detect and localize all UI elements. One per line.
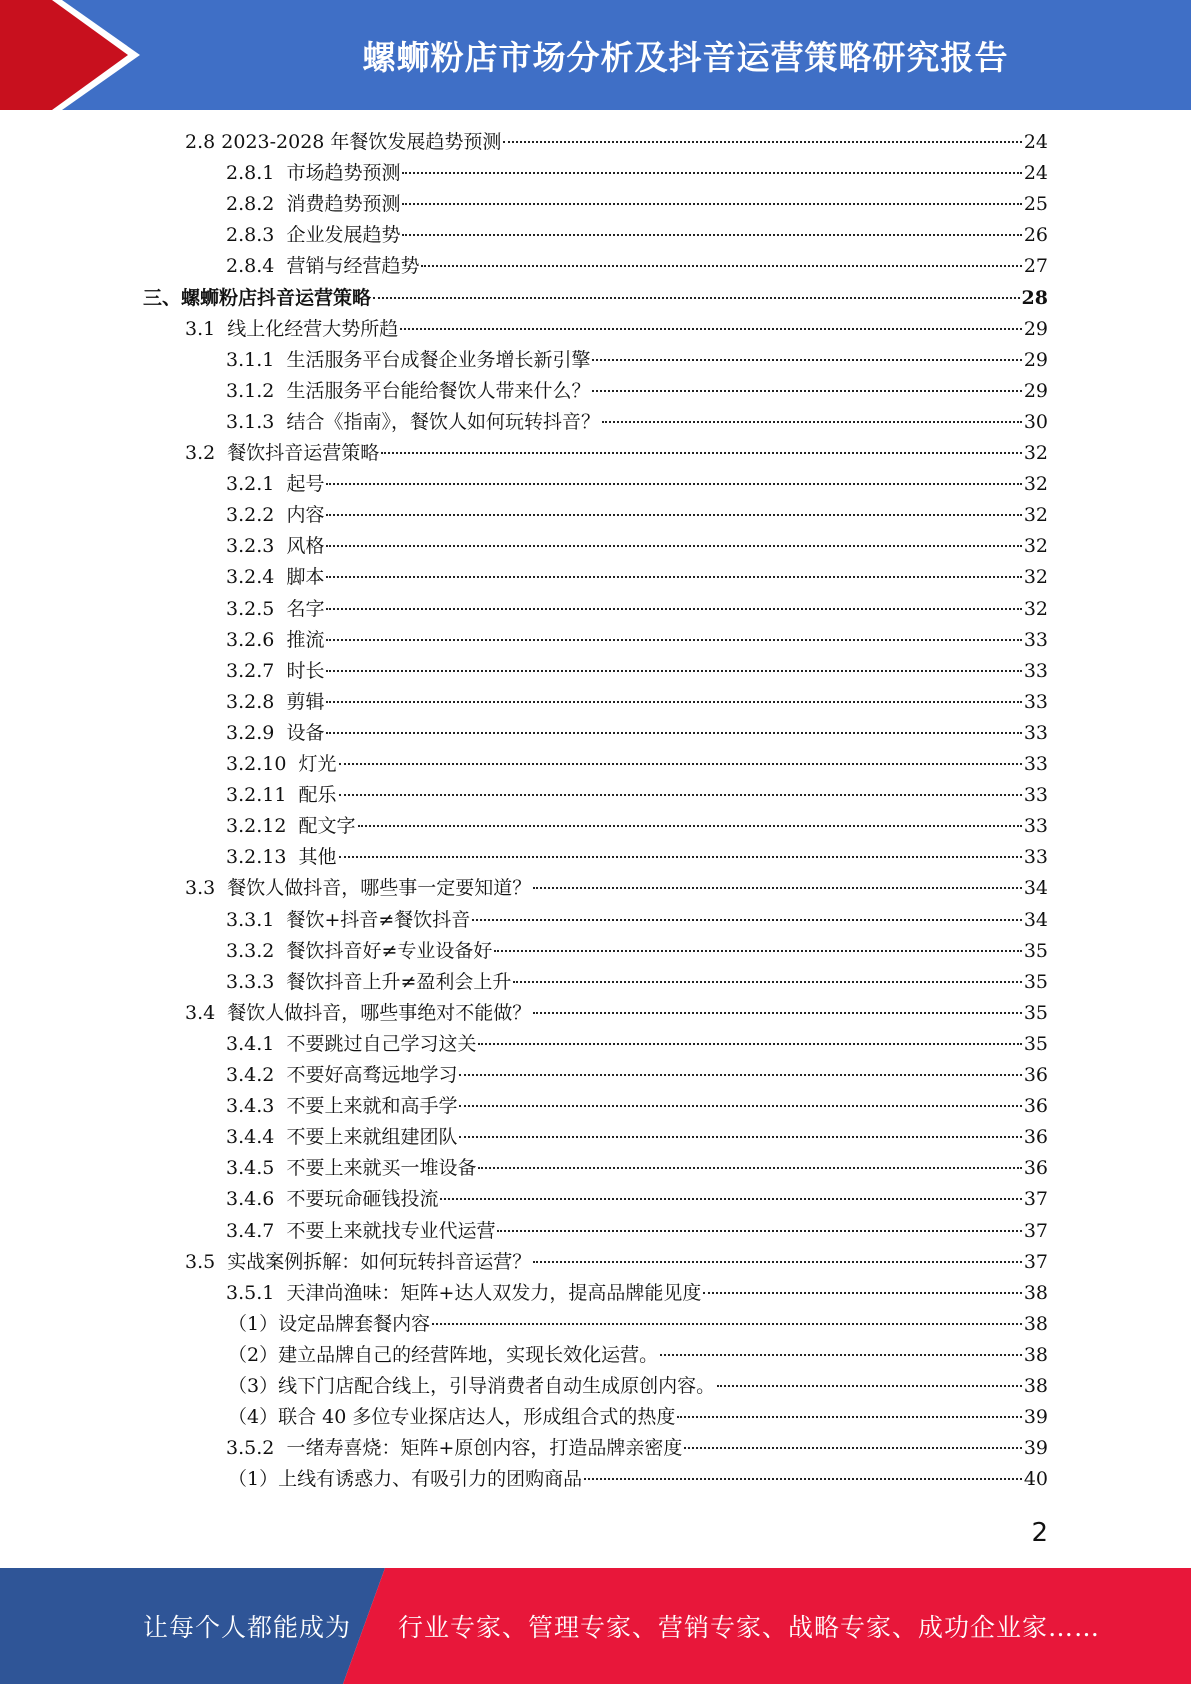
toc-entry-number: 2.8.1 [226, 162, 287, 185]
toc-entry-number: 3.5.1 [226, 1281, 287, 1304]
toc-entry-title: 内容 [286, 504, 325, 527]
toc-dot-leader [494, 950, 1021, 952]
toc-dot-leader [326, 483, 1021, 485]
toc-entry-number: 2.8 [185, 131, 222, 153]
toc-entry[interactable] [226, 189, 1048, 220]
toc-dot-leader [358, 825, 1022, 827]
toc-entry-number: 3.2.2 [226, 504, 287, 527]
toc-entry[interactable] [226, 1122, 1048, 1153]
toc-entry[interactable] [226, 531, 1048, 562]
toc-entry[interactable] [226, 345, 1048, 376]
toc-entry-number: 3.2.8 [226, 690, 287, 713]
toc-entry-title: 推流 [286, 628, 325, 651]
toc-entry[interactable] [185, 998, 1048, 1029]
toc-entry-number: 3.2.13 [226, 846, 299, 869]
toc-dot-leader [592, 359, 1021, 361]
toc-entry-page: 33 [1023, 721, 1048, 744]
toc-entry-number: 三、 [143, 286, 182, 309]
toc-entry-number: 3.2.11 [226, 784, 299, 807]
toc-entry-number: 3.4.7 [226, 1219, 287, 1242]
toc-entry[interactable] [226, 936, 1048, 967]
toc-entry-page: 27 [1023, 255, 1048, 278]
toc-entry-number: 3.1.3 [226, 410, 287, 433]
toc-entry[interactable] [228, 1464, 1048, 1495]
toc-entry-number: 2.8.2 [226, 193, 287, 216]
toc-entry-title: （4）联合 40 多位专业探店达人，形成组合式的热度 [228, 1406, 676, 1429]
toc-entry-title: 餐饮人做抖音，哪些事绝对不能做？ [227, 1001, 532, 1024]
toc-entry-page: 33 [1023, 628, 1048, 651]
toc-entry[interactable] [228, 1402, 1048, 1433]
toc-dot-leader [400, 328, 1022, 330]
toc-entry-number: 3.3 [185, 877, 228, 900]
toc-entry-title: 企业发展趋势 [286, 224, 401, 247]
toc-entry-page: 32 [1023, 535, 1048, 558]
toc-entry-number: 3.4.4 [226, 1126, 287, 1149]
toc-entry[interactable] [226, 718, 1048, 749]
toc-entry-title: 市场趋势预测 [286, 162, 401, 185]
toc-entry-page: 29 [1023, 348, 1048, 371]
toc-entry[interactable] [226, 1153, 1048, 1184]
toc-entry-page: 39 [1023, 1437, 1048, 1460]
toc-entry-page: 33 [1023, 659, 1048, 682]
page-header [0, 0, 1191, 110]
toc-entry[interactable] [226, 905, 1048, 936]
page-number: 2 [1031, 1518, 1048, 1548]
toc-dot-leader [684, 1447, 1021, 1449]
footer-slogan-left: 让每个人都能成为 [143, 1613, 352, 1642]
toc-entry-page: 26 [1023, 224, 1048, 247]
toc-dot-leader [440, 1198, 1021, 1200]
toc-entry-title: 脚本 [286, 566, 325, 589]
toc-entry-title: 餐饮+抖音≠餐饮抖音 [286, 908, 471, 931]
toc-entry-title: 消费趋势预测 [286, 193, 401, 216]
toc-entry-page: 32 [1023, 442, 1048, 464]
toc-entry-title: 实战案例拆解：如何玩转抖音运营？ [227, 1250, 532, 1273]
toc-entry-title: 不要上来就组建团队 [286, 1126, 458, 1149]
toc-entry-page: 32 [1023, 504, 1048, 527]
toc-entry-page: 35 [1023, 939, 1048, 962]
toc-dot-leader [503, 141, 1021, 143]
toc-entry-page: 34 [1023, 877, 1048, 900]
toc-dot-leader [326, 608, 1021, 610]
toc-entry-title: 剪辑 [286, 690, 325, 713]
toc-entry[interactable] [226, 1216, 1048, 1247]
toc-entry-page: 33 [1023, 753, 1048, 775]
toc-entry-title: 生活服务平台成餐企业务增长新引擎 [286, 348, 591, 371]
toc-entry-title: 不要玩命砸钱投流 [286, 1188, 439, 1211]
toc-entry-page: 29 [1023, 379, 1048, 402]
toc-entry-title: 餐饮抖音上升≠盈利会上升 [286, 970, 512, 993]
toc-dot-leader [459, 1105, 1021, 1107]
toc-entry[interactable] [226, 687, 1048, 718]
toc-entry-title: 2023-2028 年餐饮发展趋势预测 [221, 131, 502, 153]
toc-entry[interactable] [185, 127, 1048, 158]
toc-entry[interactable] [226, 967, 1048, 998]
toc-entry[interactable] [226, 842, 1048, 873]
toc-entry-number: 3.1.2 [226, 379, 287, 402]
toc-dot-leader [478, 1167, 1021, 1169]
toc-entry[interactable] [226, 1184, 1048, 1215]
toc-dot-leader [381, 452, 1022, 454]
toc-entry-page: 37 [1023, 1219, 1048, 1242]
toc-entry-title: 线上化经营大势所趋 [227, 317, 399, 340]
toc-entry[interactable] [226, 562, 1048, 593]
toc-entry-number: 3.5 [185, 1250, 228, 1273]
toc-entry[interactable] [228, 1371, 1048, 1402]
toc-entry-page: 29 [1023, 317, 1048, 340]
toc-dot-leader [339, 763, 1022, 765]
toc-entry[interactable] [185, 1247, 1048, 1278]
toc-entry-page: 40 [1023, 1468, 1048, 1491]
toc-entry-number: 3.2.3 [226, 535, 287, 558]
toc-entry-page: 37 [1023, 1188, 1048, 1211]
toc-dot-leader [402, 234, 1021, 236]
toc-entry-page: 24 [1023, 131, 1048, 153]
toc-dot-leader [472, 919, 1022, 921]
toc-entry[interactable] [226, 376, 1048, 407]
toc-entry-number: 3.2.4 [226, 566, 287, 589]
toc-dot-leader [533, 1012, 1022, 1014]
toc-dot-leader [602, 421, 1022, 423]
toc-entry-title: 螺蛳粉店抖音运营策略 [181, 286, 372, 309]
toc-entry-page: 34 [1023, 908, 1048, 931]
toc-entry[interactable] [226, 407, 1048, 438]
toc-entry-number: 3.2.9 [226, 721, 287, 744]
toc-entry-page: 35 [1023, 970, 1048, 993]
toc-entry-number: 3.4.2 [226, 1064, 287, 1086]
toc-entry[interactable] [226, 1278, 1048, 1309]
toc-entry-title: （3）线下门店配合线上，引导消费者自动生成原创内容。 [228, 1375, 716, 1397]
toc-dot-leader [660, 1354, 1022, 1356]
toc-dot-leader [432, 1323, 1022, 1325]
toc-dot-leader [326, 670, 1021, 672]
toc-entry-page: 38 [1023, 1375, 1048, 1397]
toc-entry[interactable] [226, 656, 1048, 687]
toc-entry-number: 3.2.5 [226, 597, 287, 620]
toc-entry[interactable] [228, 1309, 1048, 1340]
toc-dot-leader [373, 297, 1020, 299]
toc-entry-title: 不要上来就找专业代运营 [286, 1219, 496, 1242]
toc-entry-page: 37 [1023, 1250, 1048, 1273]
toc-entry-page: 25 [1023, 193, 1048, 216]
toc-entry-number: 2.8.3 [226, 224, 287, 247]
toc-dot-leader [326, 576, 1021, 578]
toc-entry-title: 餐饮抖音运营策略 [227, 442, 380, 464]
toc-entry-page: 39 [1023, 1406, 1048, 1429]
toc-entry[interactable] [226, 220, 1048, 251]
toc-entry-title: 灯光 [298, 753, 337, 775]
toc-entry-title: （1）设定品牌套餐内容 [228, 1312, 431, 1335]
toc-entry-page: 24 [1023, 162, 1048, 185]
toc-entry-number: 2.8.4 [226, 255, 287, 278]
toc-entry-title: 配乐 [298, 784, 337, 807]
toc-entry-page: 33 [1023, 690, 1048, 713]
toc-dot-leader [459, 1136, 1021, 1138]
toc-dot-leader [326, 545, 1021, 547]
toc-entry[interactable] [226, 749, 1048, 780]
toc-dot-leader [533, 887, 1022, 889]
toc-entry-page: 33 [1023, 846, 1048, 869]
toc-entry-page: 38 [1023, 1312, 1048, 1335]
toc-entry-page: 33 [1023, 815, 1048, 838]
toc-entry[interactable] [226, 1091, 1048, 1122]
toc-entry-number: 3.4.5 [226, 1157, 287, 1180]
document-title: 螺蛳粉店市场分析及抖音运营策略研究报告 [362, 37, 1009, 77]
toc-entry-title: （2）建立品牌自己的经营阵地，实现长效化运营。 [228, 1343, 659, 1366]
toc-dot-leader [533, 1261, 1022, 1263]
toc-entry[interactable] [226, 1433, 1048, 1464]
toc-dot-leader [513, 981, 1021, 983]
toc-entry-number: 3.4.3 [226, 1095, 287, 1118]
toc-entry-title: 餐饮人做抖音，哪些事一定要知道？ [227, 877, 532, 900]
toc-dot-leader [584, 1478, 1022, 1480]
toc-entry[interactable] [226, 251, 1048, 282]
toc-entry-title: 起号 [286, 473, 325, 496]
toc-entry-page: 38 [1023, 1343, 1048, 1366]
toc-entry[interactable] [226, 1029, 1048, 1060]
toc-entry-page: 36 [1023, 1157, 1048, 1180]
toc-entry-page: 32 [1023, 473, 1048, 496]
toc-dot-leader [703, 1292, 1021, 1294]
toc-dot-leader [717, 1385, 1022, 1387]
toc-entry-title: 餐饮抖音好≠专业设备好 [286, 939, 493, 962]
toc-entry-number: 3.5.2 [226, 1437, 287, 1460]
toc-dot-leader [326, 639, 1021, 641]
toc-dot-leader [592, 390, 1021, 392]
toc-entry-page: 28 [1021, 286, 1048, 309]
toc-dot-leader [402, 172, 1021, 174]
toc-entry-title: 时长 [286, 659, 325, 682]
toc-entry-number: 3.2.12 [226, 815, 299, 838]
toc-entry-number: 3.2.7 [226, 659, 287, 682]
toc-entry[interactable] [226, 469, 1048, 500]
toc-entry-number: 3.4.6 [226, 1188, 287, 1211]
toc-entry[interactable] [228, 1340, 1048, 1371]
toc-entry[interactable] [226, 1060, 1048, 1091]
toc-entry-title: 生活服务平台能给餐饮人带来什么？ [286, 379, 591, 402]
toc-entry[interactable] [226, 500, 1048, 531]
toc-dot-leader [497, 1230, 1021, 1232]
toc-entry-page: 30 [1023, 410, 1048, 433]
toc-entry-page: 36 [1023, 1126, 1048, 1149]
toc-entry-title: 结合《指南》，餐饮人如何玩转抖音？ [286, 410, 600, 433]
toc-entry-title: 不要跳过自己学习这关 [286, 1032, 477, 1055]
toc-entry-page: 36 [1023, 1095, 1048, 1118]
toc-entry[interactable] [226, 811, 1048, 842]
toc-entry-title: 不要上来就和高手学 [286, 1095, 458, 1118]
toc-entry-page: 33 [1023, 784, 1048, 807]
toc-dot-leader [326, 514, 1021, 516]
toc-entry-number: 3.2.10 [226, 753, 299, 775]
toc-dot-leader [421, 265, 1021, 267]
toc-entry-title: （1）上线有诱惑力、有吸引力的团购商品 [228, 1468, 583, 1491]
toc-entry-title: 其他 [298, 846, 337, 869]
toc-entry-page: 32 [1023, 597, 1048, 620]
toc-entry-number: 3.2 [185, 442, 228, 464]
toc-entry-title: 设备 [286, 721, 325, 744]
toc-entry-number: 3.4.1 [226, 1032, 287, 1055]
toc-entry-page: 36 [1023, 1064, 1048, 1086]
toc-entry-number: 3.3.3 [226, 970, 287, 993]
toc-dot-leader [402, 203, 1021, 205]
toc-entry-title: 一绪寿喜烧：矩阵+原创内容，打造品牌亲密度 [286, 1437, 683, 1460]
toc-entry-title: 天津尚渔味：矩阵+达人双发力，提高品牌能见度 [286, 1281, 702, 1304]
toc-dot-leader [478, 1043, 1021, 1045]
toc-entry[interactable] [143, 283, 1048, 314]
toc-dot-leader [339, 794, 1022, 796]
toc-entry-title: 风格 [286, 535, 325, 558]
toc-entry-title: 名字 [286, 597, 325, 620]
toc-dot-leader [326, 732, 1021, 734]
toc-entry[interactable] [226, 625, 1048, 656]
footer-slogan-right: 行业专家、管理专家、营销专家、战略专家、成功企业家…… [398, 1613, 1101, 1642]
toc-dot-leader [677, 1416, 1021, 1418]
toc-entry-title: 营销与经营趋势 [286, 255, 420, 278]
toc-entry[interactable] [226, 780, 1048, 811]
toc-entry[interactable] [185, 438, 1048, 469]
toc-entry[interactable] [226, 594, 1048, 625]
toc-entry-page: 38 [1023, 1281, 1048, 1304]
toc-entry[interactable] [226, 158, 1048, 189]
toc-entry-number: 3.2.1 [226, 473, 287, 496]
toc-entry-title: 不要好高骛远地学习 [286, 1064, 458, 1086]
toc-entry-number: 3.4 [185, 1001, 228, 1024]
toc-entry[interactable] [185, 314, 1048, 345]
toc-dot-leader [326, 701, 1021, 703]
toc-entry-page: 32 [1023, 566, 1048, 589]
toc-entry-page: 35 [1023, 1032, 1048, 1055]
toc-entry-title: 不要上来就买一堆设备 [286, 1157, 477, 1180]
toc-dot-leader [339, 856, 1022, 858]
toc-entry-number: 3.3.1 [226, 908, 287, 931]
toc-entry-number: 3.1.1 [226, 348, 287, 371]
header-arrow-icon [0, 0, 160, 110]
toc-entry-number: 3.3.2 [226, 939, 287, 962]
page-footer [0, 1568, 1191, 1684]
toc-entry-title: 配文字 [298, 815, 356, 838]
toc-entry-number: 3.1 [185, 317, 228, 340]
toc-entry[interactable] [185, 873, 1048, 904]
toc-entry-number: 3.2.6 [226, 628, 287, 651]
toc-dot-leader [459, 1074, 1021, 1076]
toc-entry-page: 35 [1023, 1001, 1048, 1024]
